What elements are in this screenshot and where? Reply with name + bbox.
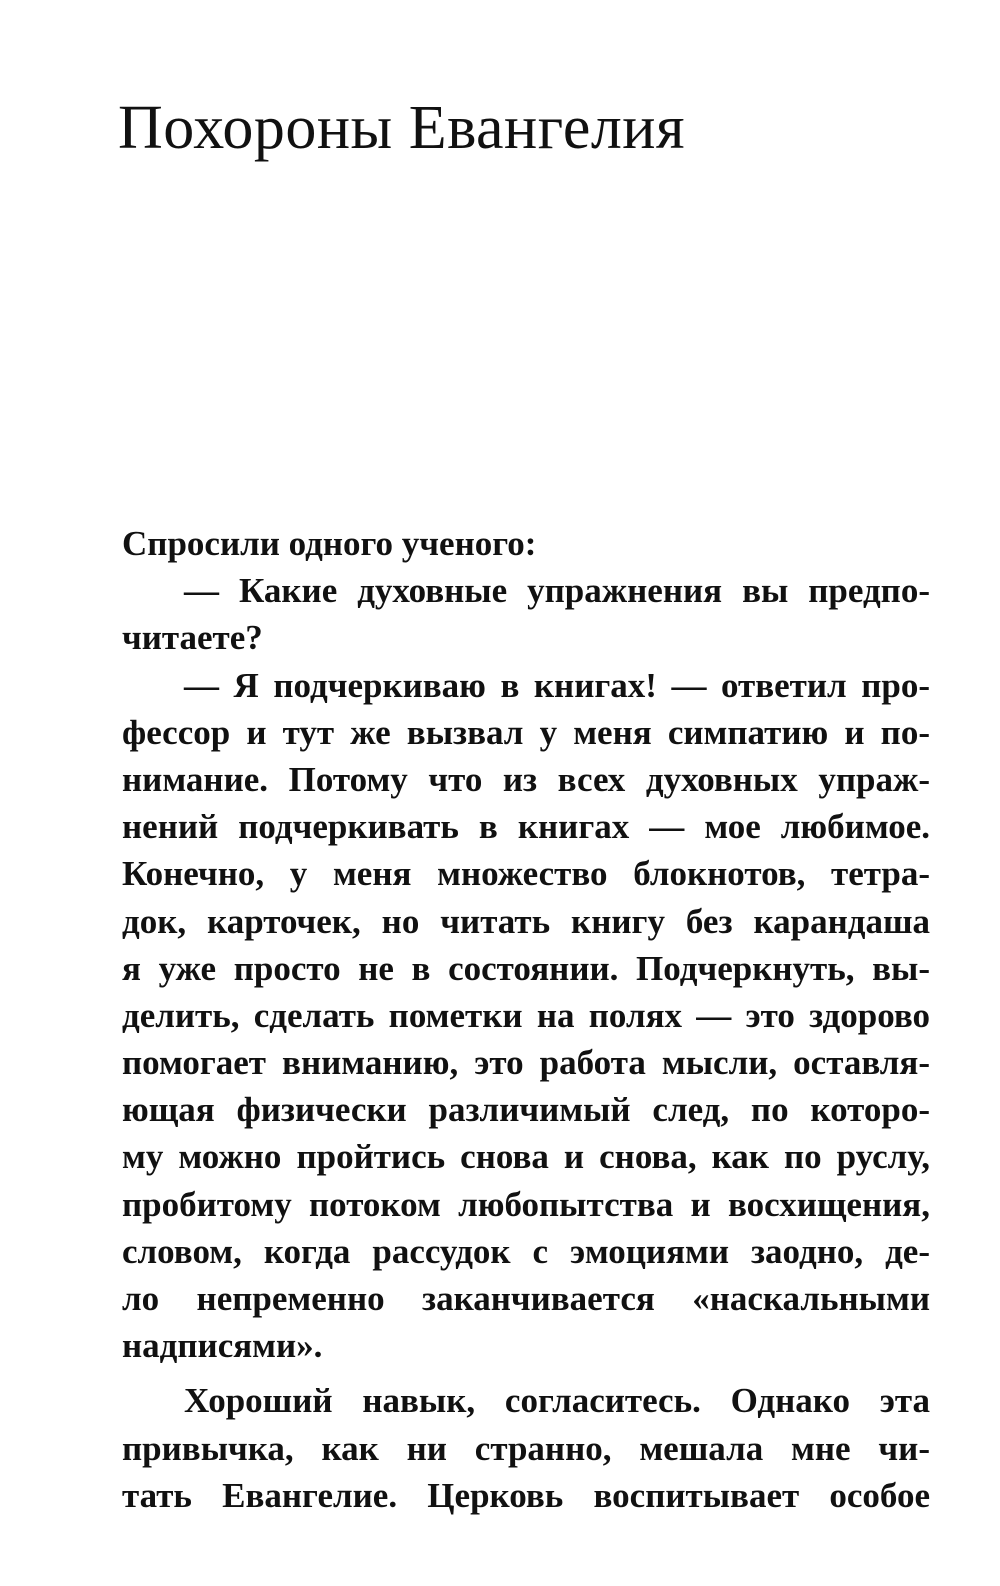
text-line: нимание. Потому что из всех духовных упраж- xyxy=(122,759,930,799)
text-line: фессор и тут же вызвал у меня симпатию и по- xyxy=(122,712,930,752)
text-line: Спросили одного ученого: xyxy=(122,524,537,563)
text-line: тать Евангелие. Церковь воспитывает особое xyxy=(122,1475,930,1515)
body-text xyxy=(122,520,930,1519)
text-line: читаете? xyxy=(122,618,263,658)
text-line: я уже просто не в состоянии. Подчеркнуть, вы- xyxy=(122,948,930,988)
text-line: му можно пройтись снова и снова, как по руслу, xyxy=(122,1137,930,1177)
text-line: док, карточек, но читать книгу без карандаша xyxy=(122,901,930,941)
text-line: нений подчеркивать в книгах — мое любимое. xyxy=(122,807,930,847)
text-line: надписями». xyxy=(122,1326,323,1366)
chapter-title: Похороны Евангелия xyxy=(118,94,685,162)
text-line: — Какие духовные упражнения вы предпо- xyxy=(184,571,930,611)
text-line: Конечно, у меня множество блокнотов, тетра- xyxy=(122,854,930,894)
text-line: привычка, как ни странно, мешала мне чи- xyxy=(122,1428,930,1468)
text-line: помогает вниманию, это работа мысли, оставля- xyxy=(122,1043,930,1083)
text-line: делить, сделать пометки на полях — это здорово xyxy=(122,995,930,1035)
text-line: словом, когда рассудок с эмоциями заодно, де- xyxy=(122,1231,930,1271)
text-line: ло непременно заканчивается «наскальными xyxy=(122,1279,930,1318)
text-line: ющая физически различимый след, по которо- xyxy=(122,1090,930,1130)
text-line: пробитому потоком любопытства и восхищения, xyxy=(122,1184,930,1224)
text-line: Хороший навык, согласитесь. Однако эта xyxy=(184,1381,930,1421)
text-line: — Я подчеркиваю в книгах! — ответил про- xyxy=(184,665,930,705)
